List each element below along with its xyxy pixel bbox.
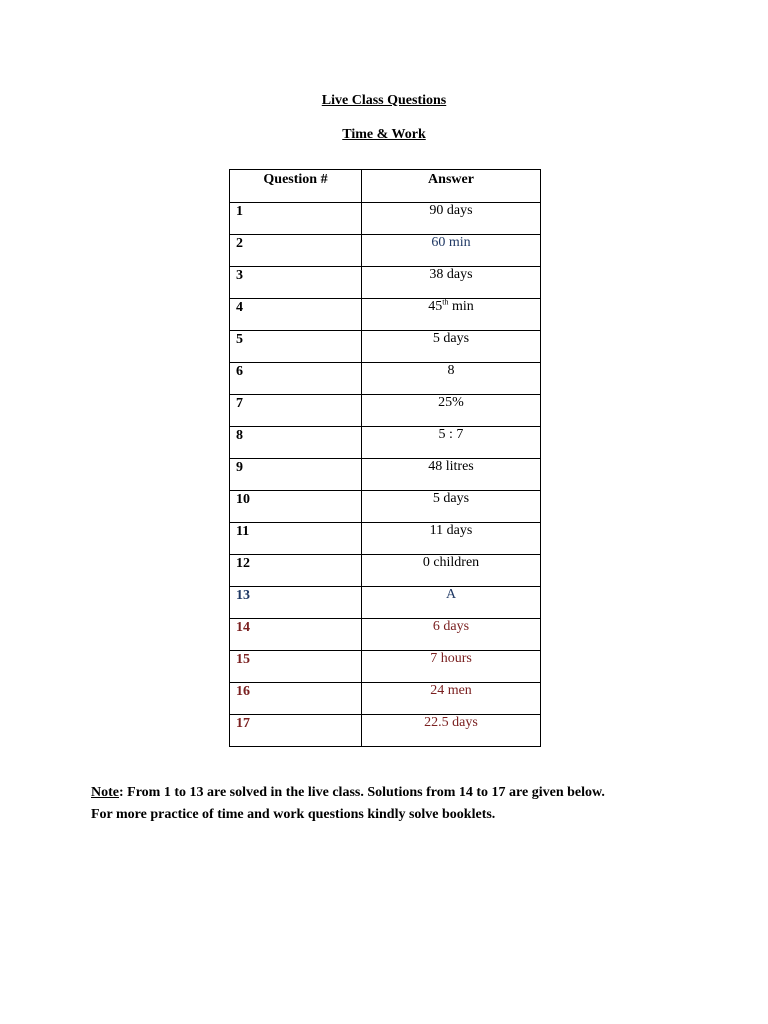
answer-value: 90 days — [362, 203, 541, 235]
table-row — [230, 267, 541, 299]
table-row — [230, 651, 541, 683]
page-title: Live Class Questions — [321, 93, 447, 108]
answer-value: 5 : 7 — [362, 427, 541, 459]
question-number: 16 — [230, 683, 362, 715]
question-number: 14 — [230, 619, 362, 651]
table-row — [230, 459, 541, 491]
table-header-row — [230, 170, 541, 203]
question-number: 3 — [230, 267, 362, 299]
table-row — [230, 683, 541, 715]
table-body — [230, 203, 541, 747]
table-row — [230, 235, 541, 267]
answer-main: 45 — [428, 299, 443, 314]
answer-value: 25% — [362, 395, 541, 427]
table-row — [230, 331, 541, 363]
answer-value: 7 hours — [362, 651, 541, 683]
answer-value: 38 days — [362, 267, 541, 299]
answer-value — [362, 299, 541, 331]
table-row — [230, 587, 541, 619]
answers-table — [229, 169, 541, 747]
table-row — [230, 491, 541, 523]
answer-value: 5 days — [362, 491, 541, 523]
table-row — [230, 203, 541, 235]
note-line-2: For more practice of time and work questions kindly solve booklets. — [91, 807, 496, 822]
question-number: 4 — [230, 299, 362, 331]
table-row — [230, 395, 541, 427]
answer-value: 8 — [362, 363, 541, 395]
question-number: 5 — [230, 331, 362, 363]
answer-value: 5 days — [362, 331, 541, 363]
answer-value: A — [362, 587, 541, 619]
question-number: 6 — [230, 363, 362, 395]
question-number: 7 — [230, 395, 362, 427]
answer-value: 24 men — [362, 683, 541, 715]
column-header-answer: Answer — [362, 170, 541, 203]
question-number: 1 — [230, 203, 362, 235]
note-block — [91, 782, 731, 826]
question-number: 17 — [230, 715, 362, 747]
column-header-question: Question # — [230, 170, 362, 203]
note-line-1 — [91, 782, 731, 804]
question-number: 13 — [230, 587, 362, 619]
answer-value: 48 litres — [362, 459, 541, 491]
note-text-1: : From 1 to 13 are solved in the live class. Solutions from 14 to 17 are given below. — [119, 785, 605, 800]
question-number: 12 — [230, 555, 362, 587]
answer-value: 22.5 days — [362, 715, 541, 747]
answer-value: 60 min — [362, 235, 541, 267]
question-number: 9 — [230, 459, 362, 491]
question-number: 15 — [230, 651, 362, 683]
table-row — [230, 363, 541, 395]
answer-value: 0 children — [362, 555, 541, 587]
answer-suffix: min — [448, 299, 474, 314]
answer-value: 11 days — [362, 523, 541, 555]
table-row — [230, 523, 541, 555]
table-row — [230, 427, 541, 459]
question-number: 8 — [230, 427, 362, 459]
question-number: 2 — [230, 235, 362, 267]
table-row — [230, 299, 541, 331]
answer-value: 6 days — [362, 619, 541, 651]
table-row — [230, 715, 541, 747]
note-label: Note — [91, 785, 119, 800]
table-row — [230, 555, 541, 587]
page-subtitle: Time & Work — [342, 127, 426, 142]
answer-superscript: th — [442, 297, 449, 307]
table-row — [230, 619, 541, 651]
question-number: 10 — [230, 491, 362, 523]
question-number: 11 — [230, 523, 362, 555]
